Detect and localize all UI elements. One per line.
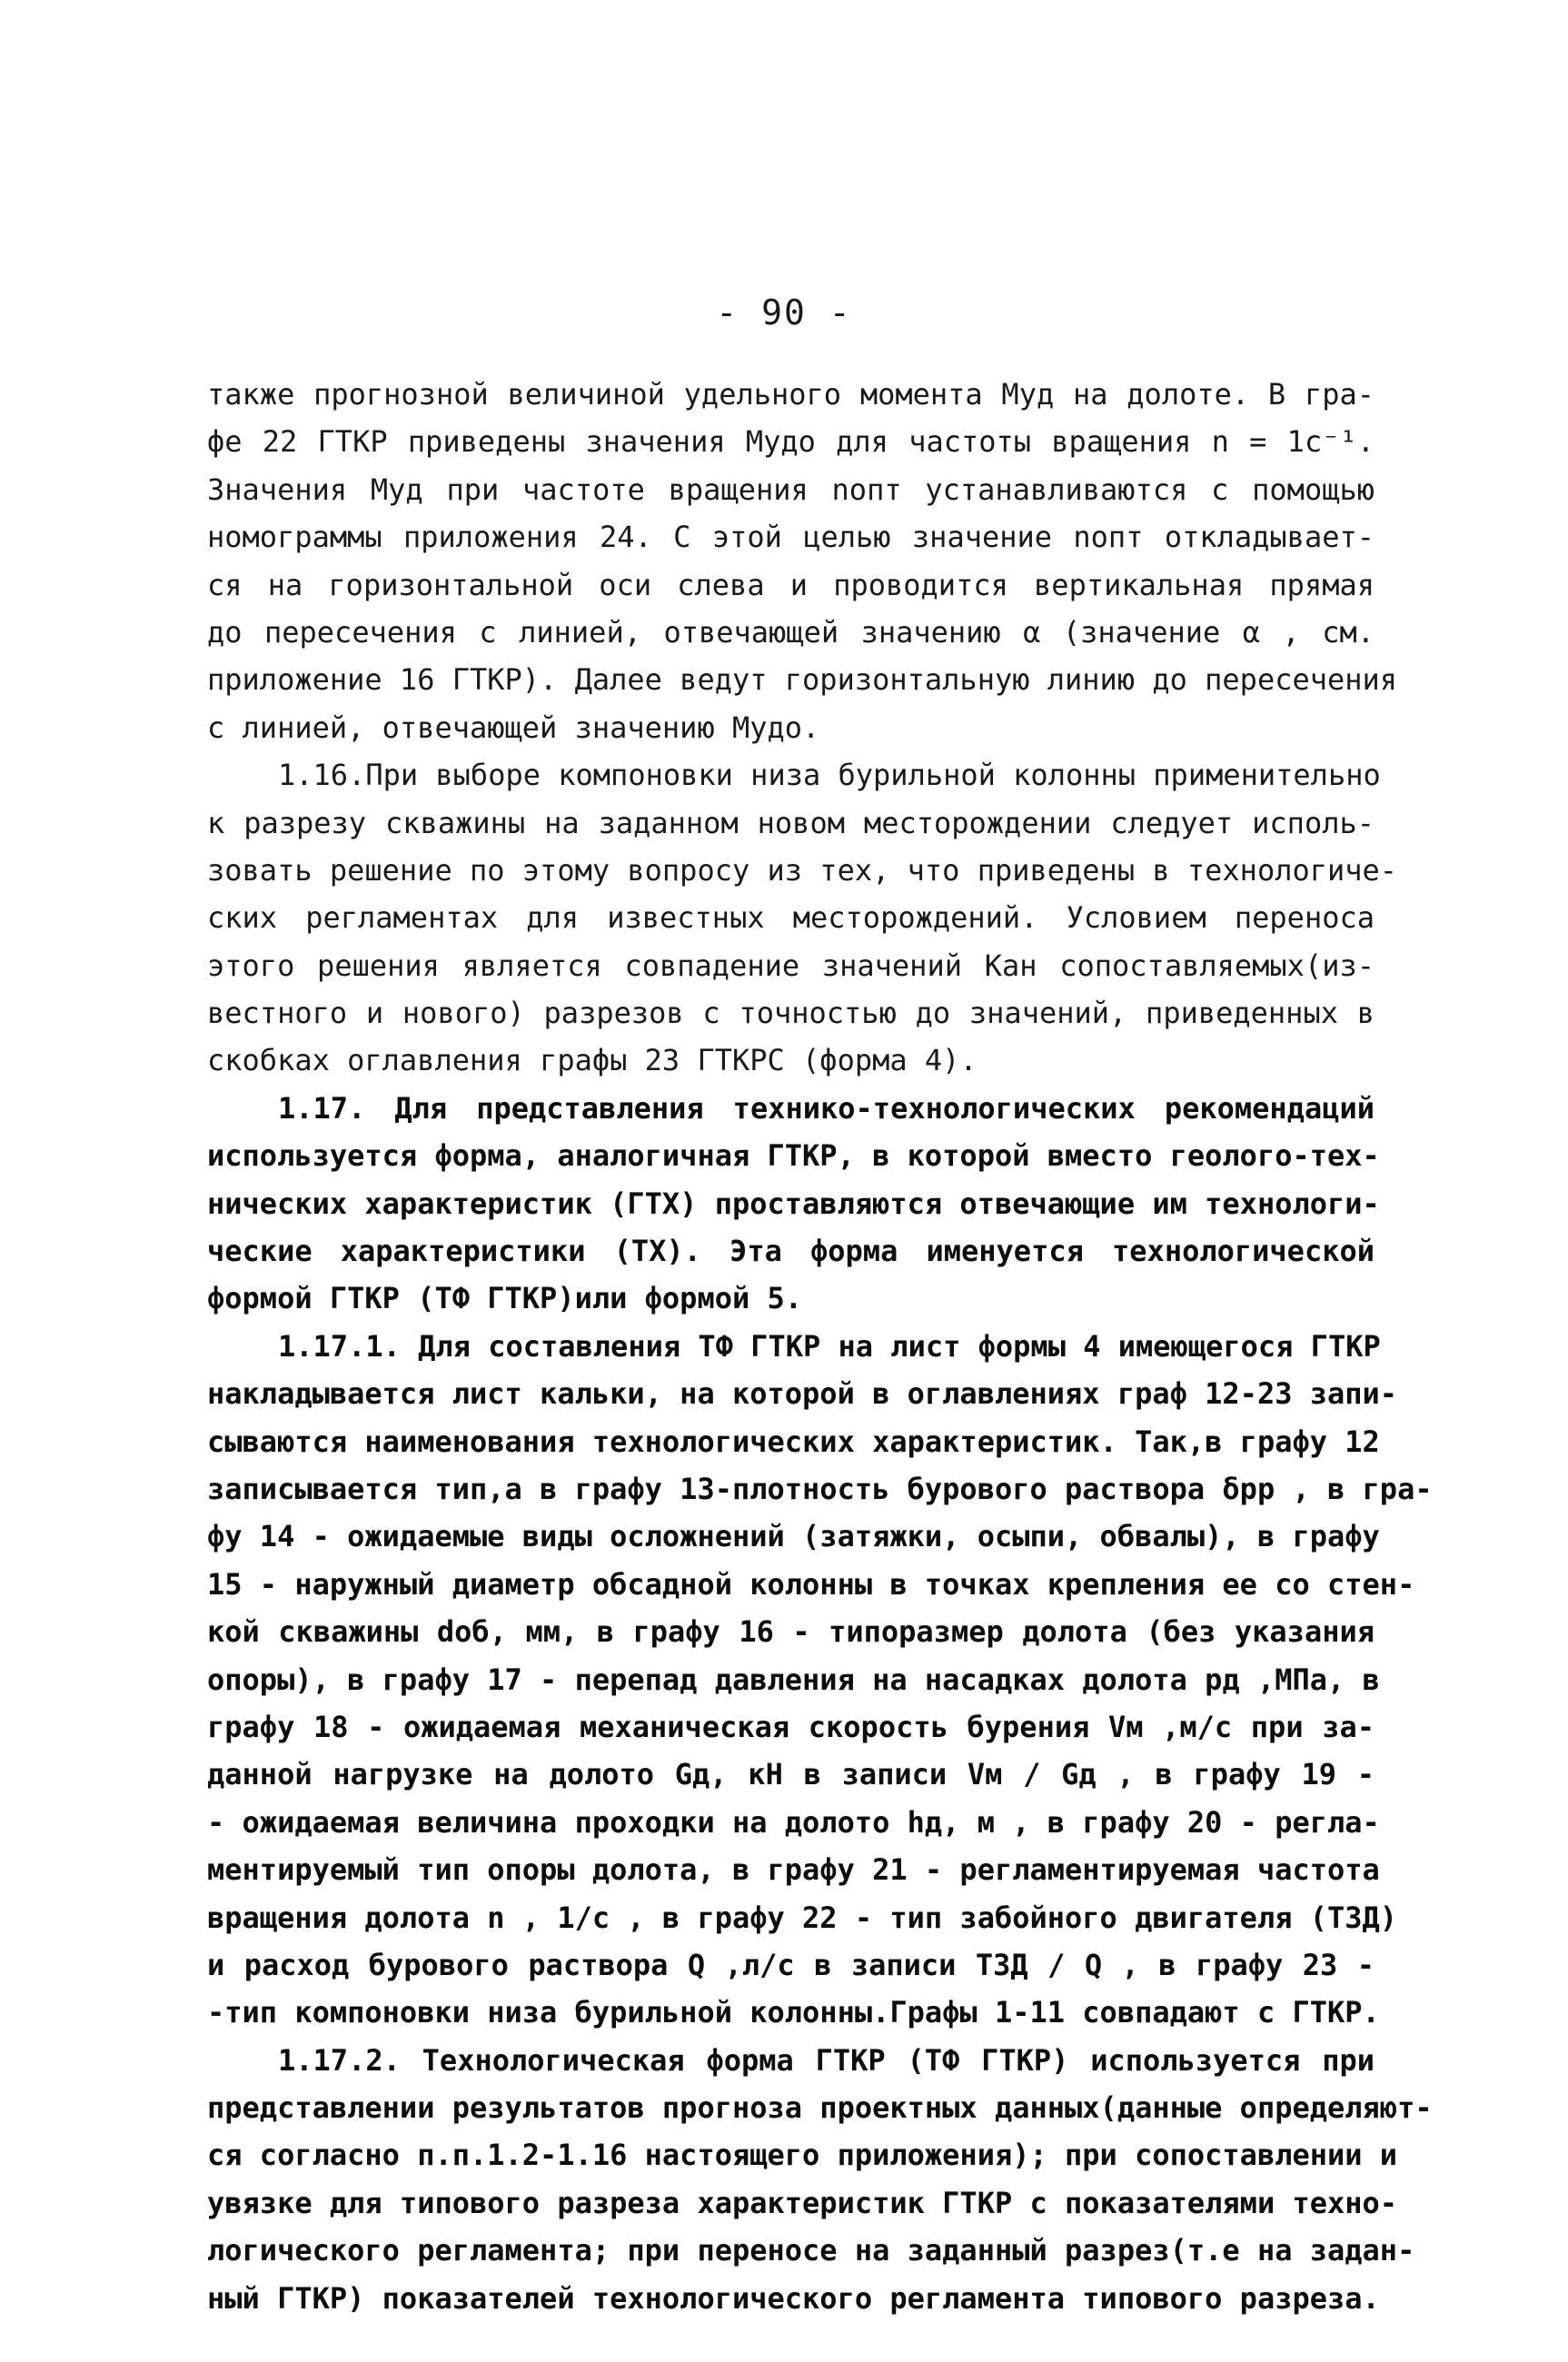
text-line: формой ГТКР (ТФ ГТКР)или формой 5. (207, 1281, 803, 1316)
document-body (207, 371, 1433, 2322)
paragraph-1-17-2 (207, 2037, 1433, 2322)
text-line: 1.16.При выборе компоновки низа бурильной колонны применительно (278, 758, 1381, 793)
text-line: Значения Mуд при частоте вращения nопт устанавливаются с помощью (207, 471, 1374, 507)
text-line: и расход бурового раствора Q ,л/с в записи ТЗД / Q , в графу 23 - (207, 1947, 1374, 1982)
paragraph-1-17-1 (207, 1323, 1433, 2037)
text-line: ный ГТКР) показателей технологического регламента типового разреза. (207, 2280, 1380, 2316)
text-line: используется форма, аналогичная ГТКР, в которой вместо геолого-тех- (207, 1138, 1380, 1174)
text-line: также прогнозной величиной удельного момента Mуд на долоте. В гра- (207, 377, 1374, 412)
text-line: записывается тип,а в графу 13-плотность бурового раствора δрр , в гра- (207, 1471, 1433, 1506)
text-line: ся согласно п.п.1.2-1.16 настоящего приложения); при сопоставлении и (207, 2138, 1398, 2173)
text-line: скобках оглавления графы 23 ГТКРС (форма 4). (207, 1043, 978, 1078)
text-line: номограммы приложения 24. С этой целью значение nопт откладывает- (207, 520, 1374, 555)
text-line: зовать решение по этому вопросу из тех, что приведены в технологиче- (207, 852, 1398, 888)
text-line: 1.17.2. Технологическая форма ГТКР (ТФ ГТКР) используется при (278, 2042, 1374, 2078)
text-line: представлении результатов прогноза проектных данных(данные определяют- (207, 2090, 1433, 2126)
text-line: нических характеристик (ГТХ) проставляются отвечающие им технологи- (207, 1186, 1380, 1221)
text-line: вестного и нового) разрезов с точностью до значений, приведенных в (207, 996, 1374, 1031)
paragraph-1-16 (207, 751, 1398, 1085)
text-line: - ожидаемая величина проходки на долото hд, м , в графу 20 - регла- (207, 1804, 1380, 1840)
text-line: опоры), в графу 17 - перепад давления на насадках долота рд ,МПа, в (207, 1662, 1380, 1697)
text-line: 1.17.1. Для составления ТФ ГТКР на лист формы 4 имеющегося ГТКР (278, 1328, 1381, 1364)
text-line: ся на горизонтальной оси слева и проводится вертикальная прямая (207, 567, 1374, 602)
text-line: 15 - наружный диаметр обсадной колонны в точках крепления ее со стен- (207, 1566, 1415, 1602)
paragraph-specific-moment (207, 371, 1398, 751)
text-line: ческие характеристики (ТХ). Эта форма именуется технологической (207, 1234, 1374, 1269)
text-line: увязке для типового разреза характеристик ГТКР с показателями техно- (207, 2185, 1398, 2220)
text-line: этого решения является совпадение значений Kан сопоставляемых(из- (207, 948, 1374, 983)
text-line: ских регламентах для известных месторождений. Условием переноса (207, 900, 1374, 936)
text-line: приложение 16 ГТКР). Далее ведут горизонтальную линию до пересечения (207, 662, 1398, 698)
text-line: к разрезу скважины на заданном новом месторождении следует исполь- (207, 805, 1374, 840)
text-line: ментируемый тип опоры долота, в графу 21 - регламентируемая частота (207, 1852, 1380, 1888)
text-line: кой скважины dоб, мм, в графу 16 - типоразмер долота (без указания (207, 1614, 1374, 1650)
text-line: -тип компоновки низа бурильной колонны.Графы 1-11 совпадают с ГТКР. (207, 1995, 1380, 2030)
page-number: - 90 - (716, 293, 852, 332)
text-line: фе 22 ГТКР приведены значения Mудо для частоты вращения n = 1c⁻¹. (207, 424, 1374, 460)
text-line: фу 14 - ожидаемые виды осложнений (затяжки, осыпи, обвалы), в графу (207, 1519, 1380, 1554)
text-line: сываются наименования технологических характеристик. Так,в графу 12 (207, 1424, 1380, 1459)
text-line: вращения долота n , 1/c , в графу 22 - тип забойного двигателя (ТЗД) (207, 1900, 1398, 1935)
text-line: 1.17. Для представления технико-технологических рекомендаций (278, 1090, 1374, 1126)
text-line: до пересечения с линией, отвечающей значению α (значение α , см. (207, 614, 1374, 650)
text-line: с линией, отвечающей значению Mудо. (207, 710, 820, 745)
text-line: накладывается лист кальки, на которой в оглавлениях граф 12-23 запи- (207, 1376, 1398, 1412)
paragraph-1-17 (207, 1085, 1380, 1323)
text-line: логического регламента; при переносе на заданный разрез(т.е на задан- (207, 2233, 1415, 2268)
text-line: графу 18 - ожидаемая механическая скорость бурения Vм ,м/с при за- (207, 1709, 1374, 1744)
text-line: данной нагрузке на долото Gд, кН в записи Vм / Gд , в графу 19 - (207, 1757, 1374, 1792)
